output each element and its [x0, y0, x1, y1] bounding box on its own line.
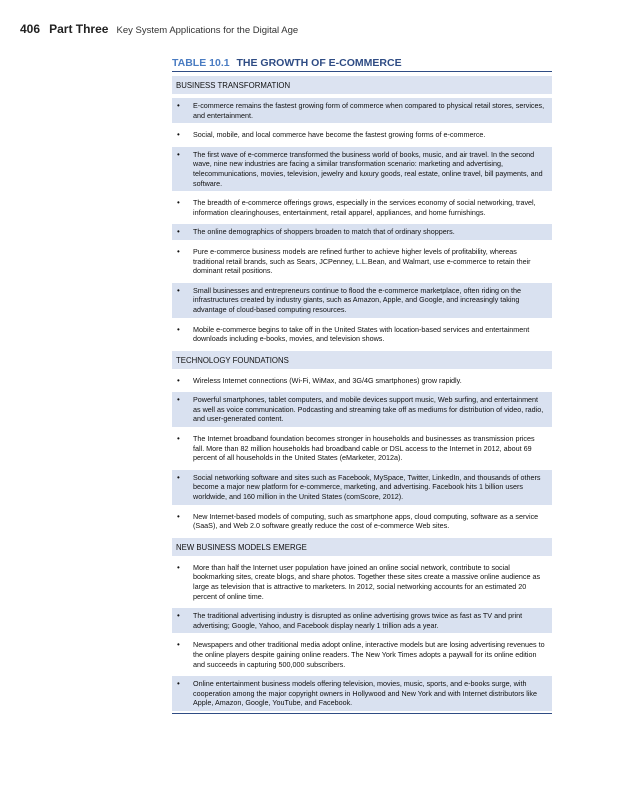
bullet-icon: •: [177, 227, 180, 237]
bullet-icon: •: [177, 246, 180, 256]
bullet-icon: •: [177, 285, 180, 295]
bullet-icon: •: [177, 562, 180, 572]
section-list-business-transformation: [172, 98, 552, 347]
bullet-icon: •: [177, 472, 180, 482]
list-item: • Social networking software and sites such as Facebook, MySpace, Twitter, LinkedIn, and thousands of others become a major new platform for e-commerce, marketing, and advertising. Facebook hits 1 billion users worldwide, and 160 million in the United States (comScore, 2012).: [172, 470, 552, 505]
section-list-technology-foundations: [172, 373, 552, 534]
list-item: • Small businesses and entrepreneurs continue to flood the e-commerce marketplace, often riding on the infrastructures created by industry giants, such as Amazon, Apple, and Google, and increasingly taking advantage of cloud-based computing resources.: [172, 283, 552, 318]
section-heading-business-transformation: BUSINESS TRANSFORMATION: [172, 76, 552, 94]
bullet-icon: •: [177, 611, 180, 621]
ecommerce-table: [172, 57, 552, 714]
bullet-icon: •: [177, 324, 180, 334]
table-bottom-rule: [172, 713, 552, 714]
bullet-icon: •: [177, 434, 180, 444]
bullet-icon: •: [177, 395, 180, 405]
list-item: • Powerful smartphones, tablet computers, and mobile devices support music, Web surfing, and entertainment as well as voice communication. Podcasting and streaming take off as mediums for distribution of video, radio, and user-generated content.: [172, 392, 552, 427]
list-item: • The traditional advertising industry is disrupted as online advertising grows twice as fast as TV and print advertising; Google, Yahoo, and Facebook display nearly 1 trillion ads a year.: [172, 608, 552, 633]
table-title: [172, 57, 552, 72]
list-item: • The Internet broadband foundation becomes stronger in households and businesses as transmission prices fall. More than 82 million households had broadband cable or DSL access to the Internet in 2012, about 69 percent of all households in the United States (eMarketer, 2012a).: [177, 434, 535, 463]
list-item: • New Internet-based models of computing, such as smartphone apps, cloud computing, software as a service (SaaS), and Web 2.0 software greatly reduce the cost of e-commerce Web sites.: [177, 511, 539, 531]
bullet-icon: •: [177, 149, 180, 159]
page-number: 406: [20, 22, 41, 36]
list-item: • E-commerce remains the fastest growing form of commerce when compared to physical retail stores, services, and entertainment.: [172, 98, 552, 123]
list-item: • Pure e-commerce business models are refined further to achieve higher levels of profitability, whereas traditional retail brands, such as Sears, JCPenney, L.L.Bean, and Walmart, use e-commerce to retain their dominant retail positions.: [177, 246, 531, 276]
section-heading-technology-foundations: TECHNOLOGY FOUNDATIONS: [172, 351, 552, 369]
list-item: • More than half the Internet user population have joined an online social network, contribute to social bookmarking sites, create blogs, and share photos. Together these sites create a massive online audience as large as television that is attractive to marketers. In 2012, social networking accounts for an estimated 20 percent of online time.: [177, 562, 541, 601]
list-item: • The breadth of e-commerce offerings grows, especially in the services economy of social networking, travel, information clearinghouses, entertainment, retail apparel, appliances, and home furnishings.: [177, 198, 536, 217]
list-item: • Newspapers and other traditional media adopt online, interactive models but are losing advertising revenues to the online players despite gaining online readers. The New York Times adopts a paywall for its online edition and succeeds in capturing 500,000 subscribers.: [177, 640, 545, 669]
list-item: • The first wave of e-commerce transformed the business world of books, music, and air travel. In the second wave, nine new industries are facing a similar transformation scenario: marketing and advertising, telecommunications, movies, television, jewelry and luxury goods, real estate, online travel, bill payments, and software.: [172, 147, 552, 191]
list-item: • Mobile e-commerce begins to take off in the United States with location-based services and entertainment downloads including e-books, movies, and television shows.: [177, 324, 530, 344]
bullet-icon: •: [177, 511, 180, 521]
list-item: • Social, mobile, and local commerce have become the fastest growing forms of e-commerce.: [177, 130, 486, 140]
section-list-new-business-models: [172, 560, 552, 711]
list-item: • The online demographics of shoppers broaden to match that of ordinary shoppers.: [172, 224, 552, 240]
bullet-icon: •: [177, 679, 180, 689]
table-label: TABLE 10.1: [172, 57, 230, 69]
bullet-icon: •: [177, 101, 180, 110]
list-item: • Wireless Internet connections (Wi-Fi, WiMax, and 3G/4G smartphones) grow rapidly.: [177, 375, 462, 385]
list-item: • Online entertainment business models offering television, movies, music, sports, and e-books surge, with cooperation among the major copyright owners in Hollywood and New York and with Internet distributors like Apple, Amazon, Google, YouTube, and Facebook.: [172, 676, 552, 711]
bullet-icon: •: [177, 130, 180, 140]
page-header: [20, 22, 298, 36]
part-subtitle: Key System Applications for the Digital Age: [116, 25, 299, 36]
bullet-icon: •: [177, 375, 180, 385]
part-label: Part Three: [49, 22, 109, 36]
bullet-icon: •: [177, 640, 180, 650]
table-title-text: THE GROWTH OF E-COMMERCE: [236, 57, 402, 69]
bullet-icon: •: [177, 198, 180, 208]
section-heading-new-business-models: NEW BUSINESS MODELS EMERGE: [172, 538, 552, 556]
